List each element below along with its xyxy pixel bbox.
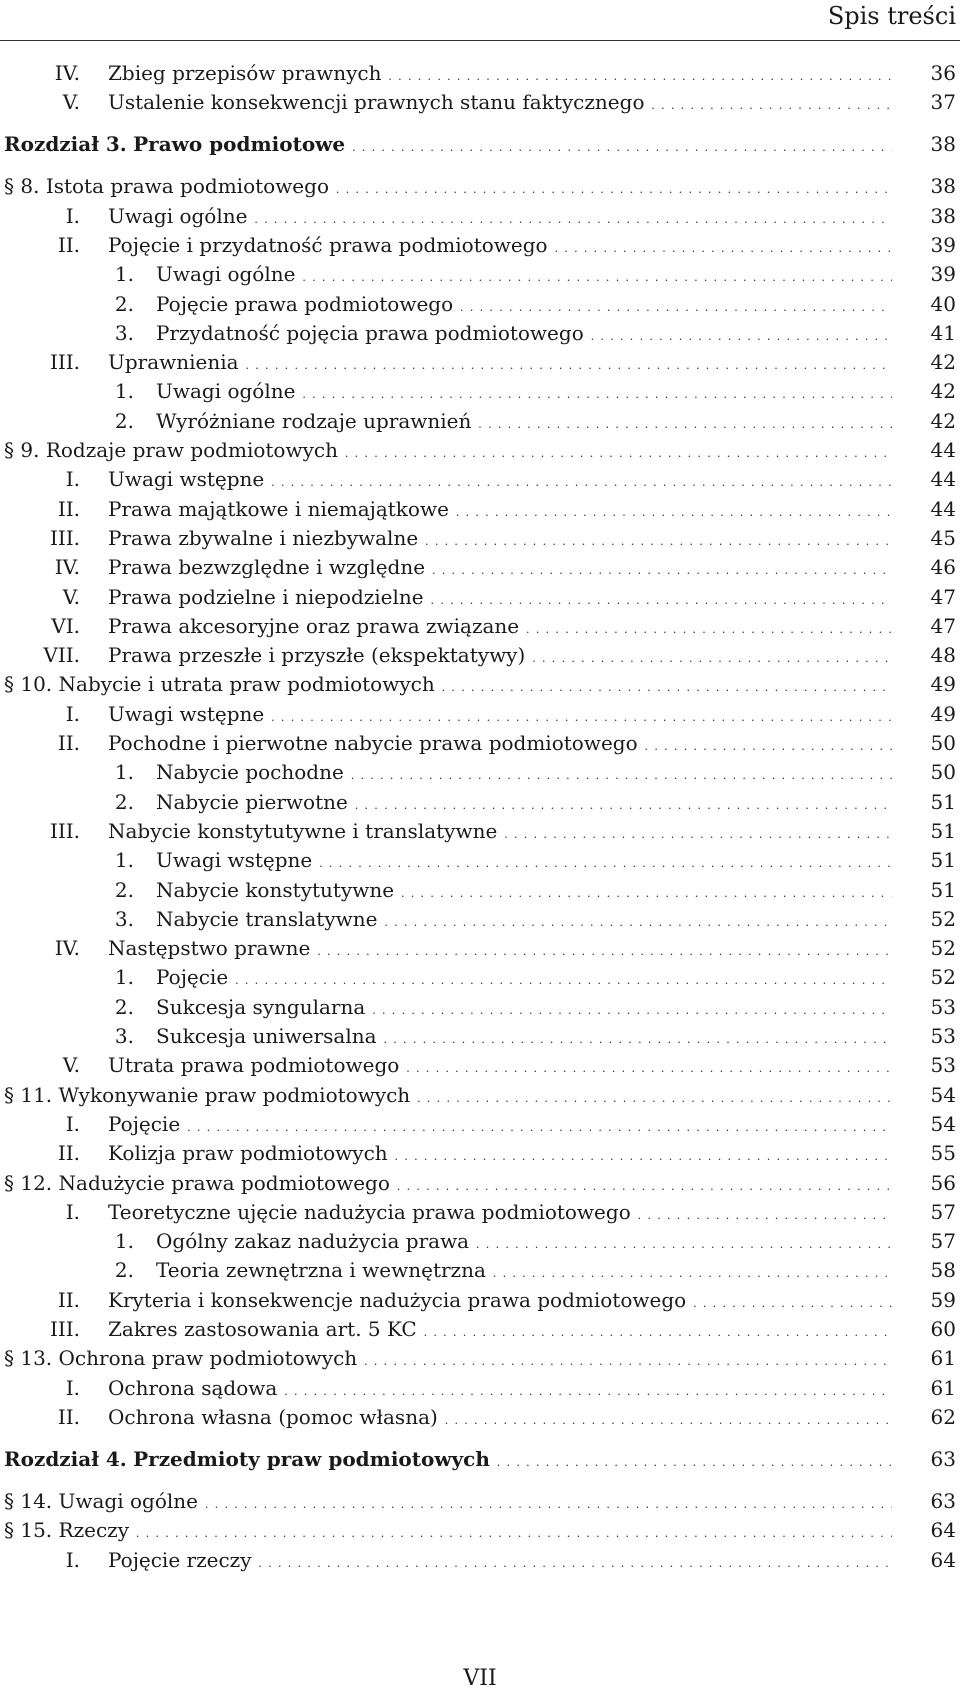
toc-entry-title: Nabycie pierwotne	[156, 789, 348, 814]
toc-entry-leader	[108, 1402, 892, 1436]
toc-entry-page: 52	[930, 965, 956, 990]
toc-entry-page: 61	[930, 1346, 956, 1371]
toc-entry-page: 48	[930, 643, 956, 668]
toc-entry-number: III.	[49, 525, 80, 550]
toc-entry-title: Pochodne i pierwotne nabycie prawa podmiotowego	[108, 731, 638, 755]
toc-entry-number: II.	[57, 232, 80, 257]
toc-entry-number: II.	[57, 1141, 80, 1166]
section-number: § 12.	[4, 1170, 53, 1195]
section-number: § 9.	[4, 438, 40, 462]
toc-entry-page: 55	[930, 1141, 956, 1166]
toc-entry-title: Pojęcie prawa podmiotowego	[156, 291, 454, 316]
toc-entry	[0, 230, 960, 260]
toc-entry-number: 2.	[114, 789, 134, 814]
toc-entry-page: 47	[930, 584, 956, 609]
toc-entry-number: I.	[65, 203, 80, 228]
toc-entry	[0, 728, 960, 758]
toc-entry	[0, 129, 960, 159]
toc-entry	[0, 1486, 960, 1516]
toc-entry-number: III.	[49, 350, 80, 375]
toc-entry-number: VI.	[51, 613, 80, 638]
toc-entry-page: 64	[930, 1518, 956, 1543]
toc-entry-title: Ustalenie konsekwencji prawnych stanu faktycznego	[108, 90, 645, 115]
toc-entry	[0, 523, 960, 553]
toc-entry-number: II.	[57, 1287, 80, 1312]
toc-entry-page: 64	[930, 1547, 956, 1572]
toc-entry-number: 2.	[114, 877, 134, 902]
toc-entry-title: Przedmioty praw podmiotowych	[133, 1446, 490, 1471]
toc-entry	[0, 464, 960, 494]
toc-entry-page: 42	[930, 408, 956, 433]
toc-entry	[0, 787, 960, 817]
toc-entry-title: Nabycie translatywne	[156, 906, 378, 931]
toc-entry	[0, 87, 960, 117]
toc-entry	[0, 201, 960, 231]
toc-entry-title: Prawa przeszłe i przyszłe (ekspektatywy)	[108, 643, 526, 668]
chapter-number: Rozdział 3.	[4, 132, 127, 157]
toc-entry-page: 50	[930, 760, 956, 785]
toc-entry-number: II.	[57, 731, 80, 755]
toc-entry-page: 53	[930, 994, 956, 1019]
toc-entry-page: 51	[930, 848, 956, 873]
toc-entry-number: II.	[57, 1404, 80, 1429]
toc-entry-number: I.	[65, 467, 80, 492]
toc-entry-page: 58	[930, 1258, 956, 1283]
toc-entry	[0, 1285, 960, 1315]
toc-entry	[0, 406, 960, 436]
toc-entry-number: 1.	[114, 1229, 134, 1254]
toc-entry-number: II.	[57, 496, 80, 521]
toc-entry-page: 38	[930, 203, 956, 228]
toc-entry-page: 57	[930, 1199, 956, 1224]
toc-entry-title: Ochrona sądowa	[108, 1375, 278, 1400]
toc-entry-title: Uwagi ogólne	[58, 1488, 198, 1513]
toc-entry-title: Ochrona praw podmiotowych	[58, 1346, 358, 1371]
toc-entry	[0, 494, 960, 524]
toc-entry	[0, 1515, 960, 1545]
toc-entry-title: Nabycie konstytutywne i translatywne	[108, 818, 498, 843]
toc-entry	[0, 1138, 960, 1168]
section-number: § 10.	[4, 672, 53, 697]
toc-entry-number: 1.	[114, 965, 134, 990]
toc-entry-number: VII.	[43, 643, 80, 668]
toc-entry	[0, 58, 960, 88]
toc-entry-number: I.	[65, 1111, 80, 1136]
toc-entry	[0, 1343, 960, 1373]
running-header-title: Spis treści	[827, 2, 956, 30]
toc-entry-page: 47	[930, 613, 956, 638]
toc-entry-number: 1.	[114, 848, 134, 873]
toc-entry-number: V.	[62, 90, 80, 115]
toc-entry-page: 49	[930, 701, 956, 726]
toc-entry-page: 61	[930, 1375, 956, 1400]
toc-entry-number: 3.	[114, 320, 134, 345]
toc-entry	[0, 1402, 960, 1432]
toc-entry-page: 53	[930, 1053, 956, 1078]
toc-entry-title: Uprawnienia	[108, 350, 239, 375]
toc-entry	[0, 816, 960, 846]
toc-entry-title: Uwagi wstępne	[108, 701, 265, 726]
toc-entry-number: 2.	[114, 1258, 134, 1283]
toc-entry-page: 50	[930, 731, 956, 755]
toc-entry-number: V.	[62, 584, 80, 609]
toc-entry-title: Uwagi ogólne	[108, 203, 248, 228]
toc-entry-title: Teoria zewnętrzna i wewnętrzna	[156, 1258, 486, 1283]
toc-entry-title: Rzeczy	[58, 1518, 129, 1543]
toc-entry	[0, 1255, 960, 1285]
toc-entry-page: 51	[930, 877, 956, 902]
toc-entry-title: Pojęcie	[156, 965, 229, 990]
toc-entry	[0, 259, 960, 289]
toc-entry-title: Kryteria i konsekwencje nadużycia prawa podmiotowego	[108, 1287, 687, 1312]
toc-entry	[0, 347, 960, 377]
toc-entry-page: 41	[930, 320, 956, 345]
toc-entry	[0, 1021, 960, 1051]
toc-entry-title: Prawa zbywalne i niezbywalne	[108, 525, 419, 550]
toc-entry-page: 40	[930, 291, 956, 316]
toc-entry-title: Rodzaje praw podmiotowych	[45, 438, 338, 462]
toc-entry	[0, 376, 960, 406]
toc-entry-title: Kolizja praw podmiotowych	[108, 1141, 388, 1166]
toc-entry-title: Następstwo prawne	[108, 936, 311, 961]
toc-entry-page: 39	[930, 232, 956, 257]
toc-entry-page: 52	[930, 906, 956, 931]
toc-entry-page: 59	[930, 1287, 956, 1312]
toc-entry-number: III.	[49, 818, 80, 843]
toc-entry-page: 63	[930, 1446, 956, 1471]
toc-entry-title: Ogólny zakaz nadużycia prawa	[156, 1229, 470, 1254]
toc-entry	[0, 1168, 960, 1198]
toc-entry	[0, 289, 960, 319]
toc-entry-leader	[4, 129, 892, 163]
toc-entry-number: 3.	[114, 906, 134, 931]
toc-entry-number: I.	[65, 701, 80, 726]
toc-entry	[0, 640, 960, 670]
toc-entry-page: 54	[930, 1111, 956, 1136]
toc-entry	[0, 1050, 960, 1080]
section-number: § 11.	[4, 1082, 53, 1107]
toc-entry-page: 42	[930, 350, 956, 375]
toc-entry-page: 56	[930, 1170, 956, 1195]
toc-entry-number: 2.	[114, 408, 134, 433]
toc-entry-leader	[4, 1444, 892, 1478]
toc-entry-title: Prawo podmiotowe	[133, 132, 346, 157]
toc-entry-title: Teoretyczne ujęcie nadużycia prawa podmiotowego	[108, 1199, 631, 1224]
toc-entry-page: 51	[930, 818, 956, 843]
toc-entry-number: IV.	[54, 555, 80, 580]
toc-entry-number: I.	[65, 1199, 80, 1224]
toc-entry	[0, 435, 960, 465]
toc-entry-number: 1.	[114, 379, 134, 404]
toc-entry	[0, 552, 960, 582]
toc-entry-page: 52	[930, 936, 956, 961]
toc-entry-page: 36	[930, 61, 956, 85]
toc-entry-title: Prawa bezwzględne i względne	[108, 555, 426, 580]
toc-entry-title: Nabycie konstytutywne	[156, 877, 395, 902]
toc-entry-page: 49	[930, 672, 956, 697]
toc-entry-leader	[108, 1545, 892, 1579]
section-number: § 13.	[4, 1346, 53, 1371]
toc-entry-leader	[108, 87, 892, 121]
toc-entry-title: Uwagi wstępne	[108, 467, 265, 492]
toc-entry	[0, 699, 960, 729]
toc-entry-title: Przydatność pojęcia prawa podmiotowego	[156, 320, 584, 345]
toc-entry-title: Pojęcie i przydatność prawa podmiotowego	[108, 232, 548, 257]
toc-entry-title: Utrata prawa podmiotowego	[108, 1053, 400, 1078]
section-number: § 8.	[4, 174, 40, 199]
toc-entry-title: Prawa podzielne i niepodzielne	[108, 584, 424, 609]
toc-entry-page: 38	[930, 132, 956, 157]
toc-entry-page: 62	[930, 1404, 956, 1429]
toc-entry-title: Wykonywanie praw podmiotowych	[58, 1082, 411, 1107]
toc-entry-number: I.	[65, 1547, 80, 1572]
toc-entry-title: Zakres zastosowania art. 5 KC	[108, 1317, 417, 1341]
toc-entry-page: 39	[930, 262, 956, 287]
toc-entry-title: Pojęcie	[108, 1111, 181, 1136]
toc-entry-title: Nadużycie prawa podmiotowego	[58, 1170, 390, 1195]
toc-entry-page: 42	[930, 379, 956, 404]
toc-entry-page: 57	[930, 1229, 956, 1254]
toc-entry-title: Prawa akcesoryjne oraz prawa związane	[108, 613, 520, 638]
section-number: § 15.	[4, 1518, 53, 1543]
toc-entry	[0, 669, 960, 699]
toc-entry-title: Uwagi ogólne	[156, 262, 296, 287]
toc-entry-page: 63	[930, 1488, 956, 1513]
toc-entry	[0, 757, 960, 787]
toc-entry-title: Pojęcie rzeczy	[108, 1547, 252, 1572]
toc-entry-number: V.	[62, 1053, 80, 1078]
toc-entry	[0, 1373, 960, 1403]
toc-entry-page: 53	[930, 1024, 956, 1048]
toc-entry-page: 45	[930, 525, 956, 550]
toc-entry	[0, 992, 960, 1022]
toc-entry-page: 46	[930, 555, 956, 580]
toc-entry-title: Uwagi ogólne	[156, 379, 296, 404]
chapter-number: Rozdział 4.	[4, 1446, 127, 1471]
toc-entry	[0, 1545, 960, 1575]
toc-entry-title: Sukcesja syngularna	[156, 994, 366, 1019]
toc-entry	[0, 904, 960, 934]
toc-entry-title: Zbieg przepisów prawnych	[108, 61, 382, 85]
toc-entry-number: 3.	[114, 1024, 134, 1048]
toc-entry-title: Wyróżniane rodzaje uprawnień	[156, 408, 472, 433]
toc-entry-title: Nabycie pochodne	[156, 760, 344, 785]
toc-entry-page: 44	[930, 438, 956, 462]
toc-entry-number: III.	[49, 1317, 80, 1341]
toc-entry-page: 60	[930, 1317, 956, 1341]
toc-entry-title: Istota prawa podmiotowego	[45, 174, 329, 199]
toc-entry	[0, 962, 960, 992]
toc-entry-page: 38	[930, 174, 956, 199]
toc-entry-page: 44	[930, 496, 956, 521]
toc-entry-number: 1.	[114, 760, 134, 785]
toc-entry	[0, 933, 960, 963]
toc-entry-number: 2.	[114, 291, 134, 316]
section-number: § 14.	[4, 1488, 53, 1513]
toc-entry-number: 2.	[114, 994, 134, 1019]
toc-entry-number: IV.	[54, 936, 80, 961]
toc-entry	[0, 1197, 960, 1227]
toc-entry	[0, 845, 960, 875]
toc-entry-number: I.	[65, 1375, 80, 1400]
toc-entry-page: 44	[930, 467, 956, 492]
toc-entry	[0, 1444, 960, 1474]
toc-entry-page: 51	[930, 789, 956, 814]
toc-entry	[0, 1109, 960, 1139]
toc-entry-page: 37	[930, 90, 956, 115]
toc-entry	[0, 875, 960, 905]
toc-entry-title: Uwagi wstępne	[156, 848, 313, 873]
toc-entry-number: IV.	[54, 61, 80, 85]
toc-entry-number: 1.	[114, 262, 134, 287]
toc-entry	[0, 318, 960, 348]
toc-entry-title: Ochrona własna (pomoc własna)	[108, 1404, 438, 1429]
toc-entry	[0, 171, 960, 201]
page-number: VII	[463, 1666, 497, 1691]
toc-entry-title: Sukcesja uniwersalna	[156, 1024, 377, 1048]
toc-entry	[0, 582, 960, 612]
toc-entry	[0, 1314, 960, 1344]
toc-entry-title: Prawa majątkowe i niemajątkowe	[108, 496, 449, 521]
toc-entry	[0, 1226, 960, 1256]
toc-entry-page: 54	[930, 1082, 956, 1107]
toc-entry	[0, 611, 960, 641]
toc-entry-title: Nabycie i utrata praw podmiotowych	[58, 672, 435, 697]
toc-entry	[0, 1080, 960, 1110]
